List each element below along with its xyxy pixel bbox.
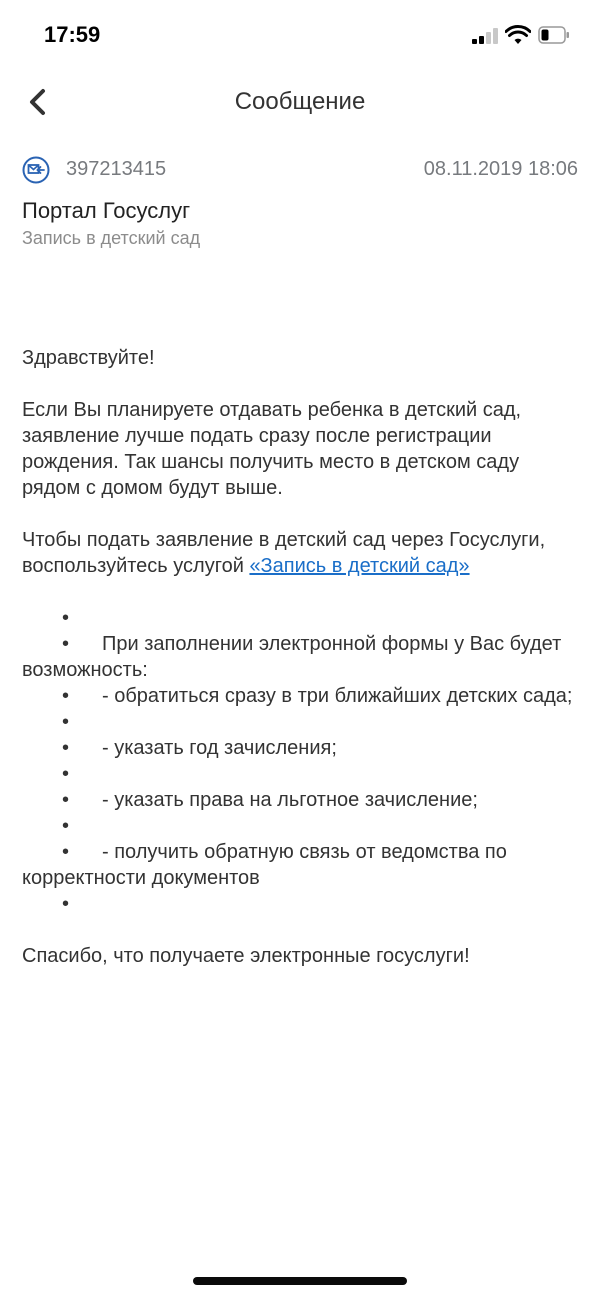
bullet-icon: • <box>62 789 70 811</box>
list-item <box>22 891 582 917</box>
list-item <box>22 709 582 735</box>
list-item: • - обратиться сразу в три ближайших детских сада; <box>62 685 573 707</box>
body-paragraph-2 <box>22 527 582 579</box>
bullet-icon: • <box>62 763 70 785</box>
message-body <box>22 345 582 995</box>
status-bar <box>0 0 600 70</box>
list-item: • - указать год зачисления; <box>62 737 337 759</box>
cellular-signal-icon <box>472 28 500 44</box>
bullet-icon: • <box>62 737 70 759</box>
list-item <box>22 761 582 787</box>
bullet-icon: • <box>62 841 70 863</box>
list-item <box>22 813 582 839</box>
bullet-icon: • <box>62 893 70 915</box>
list-item: • - указать права на льготное зачисление; <box>62 789 478 811</box>
bullet-icon: • <box>62 685 70 707</box>
bullet-icon: • <box>62 711 70 733</box>
home-indicator[interactable] <box>193 1277 407 1285</box>
body-paragraph-1: Если Вы планируете отдавать ребенка в детский сад, заявление лучше подать сразу после регистрации рождения. Так шансы получить место в детском саду рядом с домом будут выше. <box>22 399 522 499</box>
body-paragraph-2-text: Чтобы подать заявление в детский сад через Госуслуги, воспользуйтесь услугой <box>22 529 546 577</box>
service-link[interactable]: «Запись в детский сад» <box>249 555 470 577</box>
message-sender: Портал Госуслуг <box>22 198 191 223</box>
message-subject: Запись в детский сад <box>22 228 201 248</box>
list-item <box>22 605 582 631</box>
message-meta <box>22 152 578 188</box>
bullet-icon: • <box>62 633 70 655</box>
bullet-icon: • <box>62 607 70 629</box>
status-time: 17:59 <box>44 22 101 47</box>
bullet-icon: • <box>62 815 70 837</box>
list-item: • При заполнении электронной формы у Вас будет возможность: <box>22 633 562 681</box>
list-item: • - получить обратную связь от ведомства по корректности документов <box>22 841 507 889</box>
greeting: Здравствуйте! <box>22 347 155 369</box>
page-title: Сообщение <box>234 88 366 115</box>
navigation-bar <box>0 80 600 124</box>
message-date: 08.11.2019 18:06 <box>423 158 578 180</box>
message-id: 397213415 <box>66 158 167 180</box>
battery-icon <box>538 26 570 44</box>
mail-incoming-icon <box>22 156 50 184</box>
bullet-list <box>22 605 582 917</box>
wifi-icon <box>505 25 531 45</box>
closing: Спасибо, что получаете электронные госуслуги! <box>22 945 470 967</box>
